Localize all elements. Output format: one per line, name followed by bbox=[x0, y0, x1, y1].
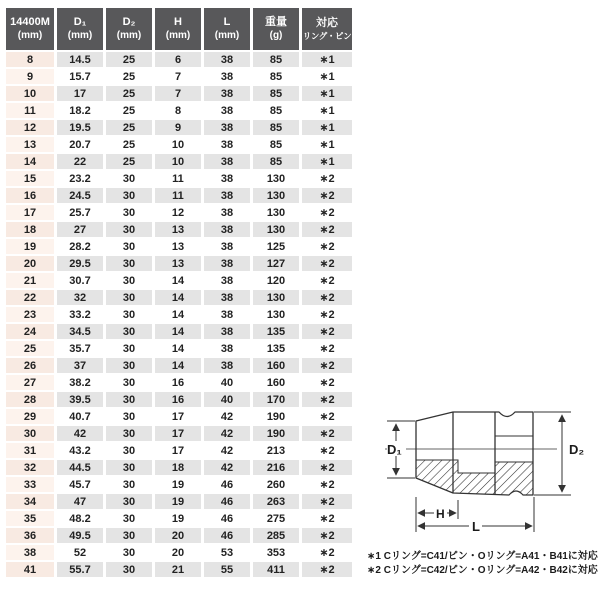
value-cell: ∗2 bbox=[302, 375, 352, 390]
value-cell: 130 bbox=[253, 290, 299, 305]
table-row bbox=[6, 273, 352, 288]
size-cell: 29 bbox=[6, 409, 54, 424]
table-row bbox=[6, 409, 352, 424]
value-cell: 28.2 bbox=[57, 239, 103, 254]
value-cell: 25.7 bbox=[57, 205, 103, 220]
value-cell: ∗2 bbox=[302, 545, 352, 560]
table-row bbox=[6, 375, 352, 390]
footnotes bbox=[367, 550, 600, 578]
footnote-2: ∗2 Cリング=C42/ピン・Oリング=A42・B42に対応 bbox=[367, 565, 598, 576]
size-cell: 32 bbox=[6, 460, 54, 475]
spec-table bbox=[3, 6, 355, 579]
value-cell: 14.5 bbox=[57, 52, 103, 67]
value-cell: ∗2 bbox=[302, 562, 352, 577]
value-cell: 40.7 bbox=[57, 409, 103, 424]
value-cell: 30 bbox=[106, 409, 152, 424]
value-cell: 120 bbox=[253, 273, 299, 288]
value-cell: 25 bbox=[106, 154, 152, 169]
value-cell: 30 bbox=[106, 205, 152, 220]
size-cell: 25 bbox=[6, 341, 54, 356]
value-cell: 14 bbox=[155, 290, 201, 305]
table-row bbox=[6, 103, 352, 118]
value-cell: 30 bbox=[106, 375, 152, 390]
value-cell: 263 bbox=[253, 494, 299, 509]
col-header-model: 14400M (mm) bbox=[6, 8, 54, 50]
value-cell: 19.5 bbox=[57, 120, 103, 135]
value-cell: 44.5 bbox=[57, 460, 103, 475]
table-row bbox=[6, 52, 352, 67]
size-cell: 23 bbox=[6, 307, 54, 322]
value-cell: ∗2 bbox=[302, 205, 352, 220]
value-cell: 40 bbox=[204, 375, 250, 390]
value-cell: 55 bbox=[204, 562, 250, 577]
value-cell: ∗2 bbox=[302, 358, 352, 373]
value-cell: 7 bbox=[155, 69, 201, 84]
value-cell: ∗2 bbox=[302, 443, 352, 458]
value-cell: 16 bbox=[155, 375, 201, 390]
value-cell: 27 bbox=[57, 222, 103, 237]
value-cell: 38 bbox=[204, 188, 250, 203]
value-cell: 20 bbox=[155, 545, 201, 560]
size-cell: 41 bbox=[6, 562, 54, 577]
value-cell: 42 bbox=[57, 426, 103, 441]
size-cell: 24 bbox=[6, 324, 54, 339]
value-cell: 38.2 bbox=[57, 375, 103, 390]
table-row bbox=[6, 120, 352, 135]
value-cell: 25 bbox=[106, 52, 152, 67]
value-cell: 30 bbox=[106, 477, 152, 492]
value-cell: 190 bbox=[253, 426, 299, 441]
value-cell: 38 bbox=[204, 86, 250, 101]
value-cell: 30 bbox=[106, 239, 152, 254]
value-cell: 17 bbox=[155, 426, 201, 441]
value-cell: ∗2 bbox=[302, 392, 352, 407]
value-cell: 46 bbox=[204, 494, 250, 509]
size-cell: 36 bbox=[6, 528, 54, 543]
value-cell: ∗2 bbox=[302, 188, 352, 203]
value-cell: 10 bbox=[155, 154, 201, 169]
value-cell: 14 bbox=[155, 358, 201, 373]
value-cell: 39.5 bbox=[57, 392, 103, 407]
value-cell: 13 bbox=[155, 256, 201, 271]
value-cell: 30 bbox=[106, 545, 152, 560]
value-cell: 38 bbox=[204, 205, 250, 220]
value-cell: 130 bbox=[253, 188, 299, 203]
value-cell: 55.7 bbox=[57, 562, 103, 577]
value-cell: 85 bbox=[253, 137, 299, 152]
value-cell: 30 bbox=[106, 188, 152, 203]
value-cell: 9 bbox=[155, 120, 201, 135]
value-cell: ∗1 bbox=[302, 86, 352, 101]
value-cell: ∗2 bbox=[302, 426, 352, 441]
value-cell: 15.7 bbox=[57, 69, 103, 84]
size-cell: 35 bbox=[6, 511, 54, 526]
value-cell: 19 bbox=[155, 494, 201, 509]
value-cell: 38 bbox=[204, 239, 250, 254]
value-cell: 260 bbox=[253, 477, 299, 492]
value-cell: 14 bbox=[155, 307, 201, 322]
table-row bbox=[6, 137, 352, 152]
hatch-section bbox=[416, 460, 533, 495]
value-cell: ∗1 bbox=[302, 120, 352, 135]
value-cell: 125 bbox=[253, 239, 299, 254]
table-row bbox=[6, 494, 352, 509]
value-cell: 25 bbox=[106, 120, 152, 135]
size-cell: 28 bbox=[6, 392, 54, 407]
value-cell: 46 bbox=[204, 477, 250, 492]
dim-label-l: L bbox=[472, 519, 480, 534]
size-cell: 9 bbox=[6, 69, 54, 84]
footnote-1: ∗1 Cリング=C41/ピン・Oリング=A41・B41に対応 bbox=[367, 551, 598, 562]
value-cell: ∗2 bbox=[302, 273, 352, 288]
value-cell: 22 bbox=[57, 154, 103, 169]
value-cell: 29.5 bbox=[57, 256, 103, 271]
table-header bbox=[6, 8, 352, 50]
value-cell: 46 bbox=[204, 511, 250, 526]
size-cell: 13 bbox=[6, 137, 54, 152]
value-cell: 85 bbox=[253, 154, 299, 169]
value-cell: 38 bbox=[204, 120, 250, 135]
table-row bbox=[6, 188, 352, 203]
value-cell: 190 bbox=[253, 409, 299, 424]
value-cell: 30 bbox=[106, 494, 152, 509]
value-cell: 33.2 bbox=[57, 307, 103, 322]
value-cell: 45.7 bbox=[57, 477, 103, 492]
value-cell: 30 bbox=[106, 511, 152, 526]
value-cell: 52 bbox=[57, 545, 103, 560]
value-cell: 38 bbox=[204, 137, 250, 152]
value-cell: 35.7 bbox=[57, 341, 103, 356]
value-cell: 160 bbox=[253, 375, 299, 390]
table-row bbox=[6, 239, 352, 254]
value-cell: 30 bbox=[106, 460, 152, 475]
value-cell: 7 bbox=[155, 86, 201, 101]
dim-d2 bbox=[534, 412, 571, 495]
value-cell: 14 bbox=[155, 273, 201, 288]
value-cell: 10 bbox=[155, 137, 201, 152]
table-row bbox=[6, 69, 352, 84]
value-cell: 38 bbox=[204, 290, 250, 305]
value-cell: 30 bbox=[106, 528, 152, 543]
table-row bbox=[6, 358, 352, 373]
value-cell: 48.2 bbox=[57, 511, 103, 526]
table-row bbox=[6, 477, 352, 492]
value-cell: 25 bbox=[106, 69, 152, 84]
value-cell: 38 bbox=[204, 52, 250, 67]
value-cell: 13 bbox=[155, 222, 201, 237]
size-cell: 30 bbox=[6, 426, 54, 441]
table-row bbox=[6, 341, 352, 356]
value-cell: 13 bbox=[155, 239, 201, 254]
value-cell: 38 bbox=[204, 273, 250, 288]
table-row bbox=[6, 205, 352, 220]
size-cell: 34 bbox=[6, 494, 54, 509]
size-cell: 19 bbox=[6, 239, 54, 254]
value-cell: 42 bbox=[204, 426, 250, 441]
table-body bbox=[6, 52, 352, 577]
value-cell: 130 bbox=[253, 222, 299, 237]
value-cell: ∗1 bbox=[302, 154, 352, 169]
value-cell: ∗2 bbox=[302, 477, 352, 492]
size-cell: 10 bbox=[6, 86, 54, 101]
table-row bbox=[6, 256, 352, 271]
size-cell: 11 bbox=[6, 103, 54, 118]
table-row bbox=[6, 324, 352, 339]
value-cell: 275 bbox=[253, 511, 299, 526]
table-row bbox=[6, 443, 352, 458]
value-cell: 24.5 bbox=[57, 188, 103, 203]
value-cell: 47 bbox=[57, 494, 103, 509]
value-cell: 130 bbox=[253, 205, 299, 220]
table-row bbox=[6, 545, 352, 560]
value-cell: 20.7 bbox=[57, 137, 103, 152]
table-row bbox=[6, 154, 352, 169]
value-cell: 43.2 bbox=[57, 443, 103, 458]
value-cell: 25 bbox=[106, 137, 152, 152]
value-cell: 85 bbox=[253, 69, 299, 84]
value-cell: 85 bbox=[253, 120, 299, 135]
value-cell: 38 bbox=[204, 324, 250, 339]
value-cell: 30 bbox=[106, 290, 152, 305]
size-cell: 17 bbox=[6, 205, 54, 220]
table-row bbox=[6, 528, 352, 543]
value-cell: 42 bbox=[204, 443, 250, 458]
table-row bbox=[6, 86, 352, 101]
table-row bbox=[6, 460, 352, 475]
value-cell: ∗2 bbox=[302, 171, 352, 186]
value-cell: ∗2 bbox=[302, 222, 352, 237]
table-row bbox=[6, 511, 352, 526]
value-cell: 38 bbox=[204, 154, 250, 169]
table-row bbox=[6, 171, 352, 186]
col-header-d1: D₁ (mm) bbox=[57, 8, 103, 50]
value-cell: 30 bbox=[106, 562, 152, 577]
size-cell: 12 bbox=[6, 120, 54, 135]
value-cell: 30 bbox=[106, 222, 152, 237]
dim-label-d2: D₂ bbox=[569, 442, 585, 457]
value-cell: 40 bbox=[204, 392, 250, 407]
value-cell: 17 bbox=[155, 409, 201, 424]
value-cell: 34.5 bbox=[57, 324, 103, 339]
value-cell: ∗2 bbox=[302, 324, 352, 339]
value-cell: 25 bbox=[106, 103, 152, 118]
value-cell: 14 bbox=[155, 341, 201, 356]
table-row bbox=[6, 562, 352, 577]
value-cell: 14 bbox=[155, 324, 201, 339]
value-cell: 135 bbox=[253, 324, 299, 339]
table-row bbox=[6, 426, 352, 441]
size-cell: 22 bbox=[6, 290, 54, 305]
value-cell: 42 bbox=[204, 409, 250, 424]
value-cell: 216 bbox=[253, 460, 299, 475]
size-cell: 31 bbox=[6, 443, 54, 458]
value-cell: 38 bbox=[204, 341, 250, 356]
table-row bbox=[6, 392, 352, 407]
size-cell: 21 bbox=[6, 273, 54, 288]
size-cell: 8 bbox=[6, 52, 54, 67]
socket-diagram bbox=[383, 383, 597, 537]
value-cell: 37 bbox=[57, 358, 103, 373]
size-cell: 16 bbox=[6, 188, 54, 203]
value-cell: 38 bbox=[204, 171, 250, 186]
value-cell: 30 bbox=[106, 341, 152, 356]
value-cell: 130 bbox=[253, 307, 299, 322]
value-cell: 23.2 bbox=[57, 171, 103, 186]
value-cell: 17 bbox=[57, 86, 103, 101]
value-cell: 8 bbox=[155, 103, 201, 118]
value-cell: ∗2 bbox=[302, 528, 352, 543]
value-cell: ∗2 bbox=[302, 256, 352, 271]
value-cell: 170 bbox=[253, 392, 299, 407]
value-cell: ∗1 bbox=[302, 103, 352, 118]
value-cell: 85 bbox=[253, 52, 299, 67]
col-header-l: L (mm) bbox=[204, 8, 250, 50]
value-cell: ∗2 bbox=[302, 511, 352, 526]
value-cell: 30 bbox=[106, 171, 152, 186]
value-cell: 135 bbox=[253, 341, 299, 356]
value-cell: ∗2 bbox=[302, 239, 352, 254]
value-cell: 30 bbox=[106, 358, 152, 373]
size-cell: 33 bbox=[6, 477, 54, 492]
table-row bbox=[6, 222, 352, 237]
value-cell: 17 bbox=[155, 443, 201, 458]
value-cell: 127 bbox=[253, 256, 299, 271]
value-cell: 38 bbox=[204, 307, 250, 322]
col-header-weight: 重量 (g) bbox=[253, 8, 299, 50]
table-row bbox=[6, 290, 352, 305]
size-cell: 26 bbox=[6, 358, 54, 373]
value-cell: 30 bbox=[106, 307, 152, 322]
value-cell: ∗1 bbox=[302, 137, 352, 152]
value-cell: 85 bbox=[253, 86, 299, 101]
col-header-d2: D₂ (mm) bbox=[106, 8, 152, 50]
value-cell: 38 bbox=[204, 256, 250, 271]
value-cell: ∗2 bbox=[302, 307, 352, 322]
value-cell: 213 bbox=[253, 443, 299, 458]
value-cell: 18 bbox=[155, 460, 201, 475]
value-cell: 38 bbox=[204, 358, 250, 373]
value-cell: 85 bbox=[253, 103, 299, 118]
value-cell: 130 bbox=[253, 171, 299, 186]
value-cell: 11 bbox=[155, 188, 201, 203]
value-cell: 353 bbox=[253, 545, 299, 560]
value-cell: 30 bbox=[106, 443, 152, 458]
value-cell: ∗2 bbox=[302, 341, 352, 356]
value-cell: 30 bbox=[106, 324, 152, 339]
size-cell: 18 bbox=[6, 222, 54, 237]
value-cell: ∗1 bbox=[302, 69, 352, 84]
value-cell: 12 bbox=[155, 205, 201, 220]
size-cell: 20 bbox=[6, 256, 54, 271]
value-cell: ∗1 bbox=[302, 52, 352, 67]
value-cell: ∗2 bbox=[302, 494, 352, 509]
value-cell: 38 bbox=[204, 69, 250, 84]
value-cell: 38 bbox=[204, 222, 250, 237]
col-header-ring-pin: 対応 リング・ピン bbox=[302, 8, 352, 50]
value-cell: ∗2 bbox=[302, 290, 352, 305]
value-cell: 18.2 bbox=[57, 103, 103, 118]
col-header-h: H (mm) bbox=[155, 8, 201, 50]
value-cell: 49.5 bbox=[57, 528, 103, 543]
value-cell: 30 bbox=[106, 273, 152, 288]
size-cell: 15 bbox=[6, 171, 54, 186]
value-cell: ∗2 bbox=[302, 409, 352, 424]
value-cell: 19 bbox=[155, 511, 201, 526]
value-cell: 16 bbox=[155, 392, 201, 407]
dim-label-h: H bbox=[436, 507, 445, 521]
dim-label-d1: D₁ bbox=[387, 442, 402, 457]
value-cell: 30 bbox=[106, 256, 152, 271]
value-cell: 25 bbox=[106, 86, 152, 101]
value-cell: 11 bbox=[155, 171, 201, 186]
value-cell: 21 bbox=[155, 562, 201, 577]
value-cell: 42 bbox=[204, 460, 250, 475]
value-cell: 20 bbox=[155, 528, 201, 543]
value-cell: 38 bbox=[204, 103, 250, 118]
value-cell: 19 bbox=[155, 477, 201, 492]
value-cell: 411 bbox=[253, 562, 299, 577]
value-cell: ∗2 bbox=[302, 460, 352, 475]
value-cell: 30.7 bbox=[57, 273, 103, 288]
value-cell: 53 bbox=[204, 545, 250, 560]
size-cell: 38 bbox=[6, 545, 54, 560]
value-cell: 30 bbox=[106, 426, 152, 441]
table-row bbox=[6, 307, 352, 322]
value-cell: 6 bbox=[155, 52, 201, 67]
value-cell: 32 bbox=[57, 290, 103, 305]
value-cell: 285 bbox=[253, 528, 299, 543]
value-cell: 30 bbox=[106, 392, 152, 407]
size-cell: 27 bbox=[6, 375, 54, 390]
size-cell: 14 bbox=[6, 154, 54, 169]
value-cell: 46 bbox=[204, 528, 250, 543]
value-cell: 160 bbox=[253, 358, 299, 373]
